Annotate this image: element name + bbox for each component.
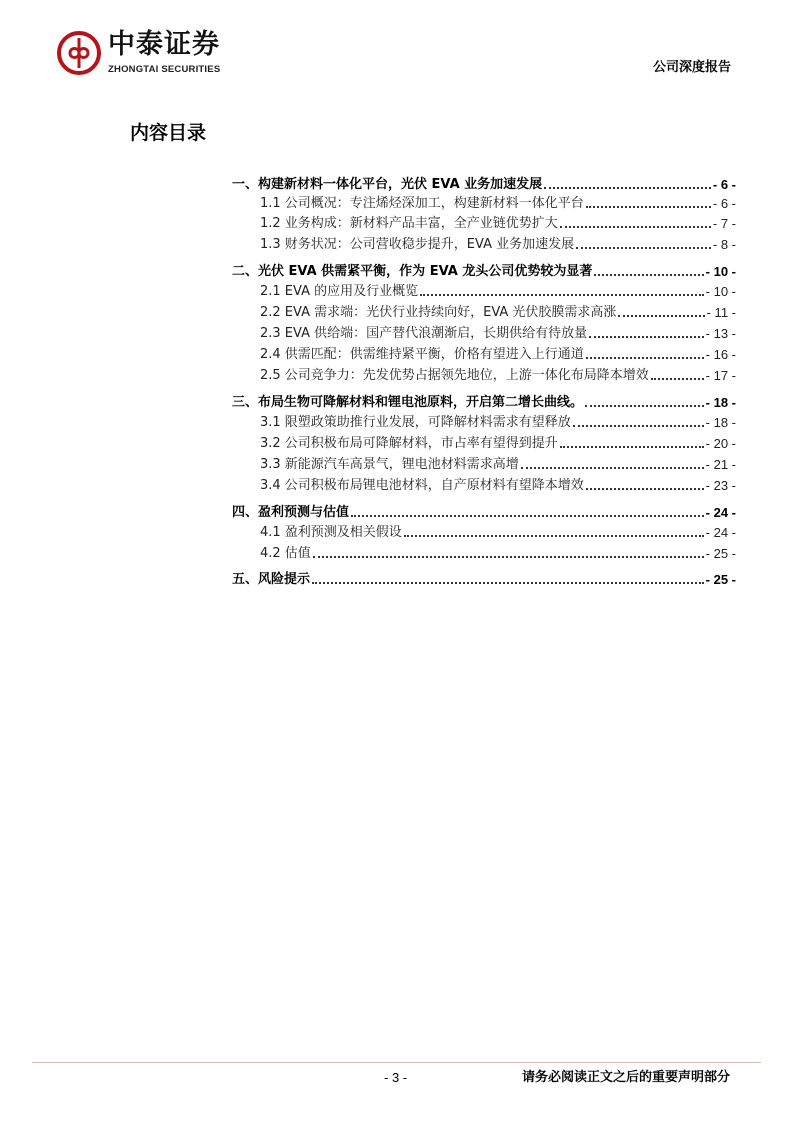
toc-entry-page: - 25 - [705, 546, 736, 561]
leader-dots [618, 315, 704, 317]
leader-dots [586, 357, 704, 359]
toc-entry[interactable] [232, 571, 736, 588]
leader-dots [560, 226, 711, 228]
toc-entry[interactable] [232, 394, 736, 411]
toc-entry[interactable] [232, 504, 736, 521]
toc-entry[interactable] [260, 435, 736, 452]
leader-dots [586, 206, 711, 208]
toc-entry-page: - 23 - [705, 478, 736, 493]
leader-dots [589, 336, 704, 338]
leader-dots [586, 488, 704, 490]
toc-entry-page: - 10 - [705, 264, 736, 279]
toc-entry-text: 3.1 限塑政策助推行业发展，可降解材料需求有望释放 [260, 415, 571, 430]
leader-dots [651, 378, 704, 380]
toc-entry[interactable] [260, 283, 736, 300]
toc-entry-page: - 21 - [705, 457, 736, 472]
toc-entry-page: - 17 - [705, 368, 736, 383]
toc-entry-page: - 11 - [706, 305, 736, 320]
toc-entry-page: - 24 - [705, 525, 736, 540]
footer-divider [32, 1062, 761, 1063]
toc-entry-page: - 13 - [705, 326, 736, 341]
toc-entry-page: - 6 - [712, 177, 736, 192]
toc-entry-text: 四、盈利预测与估值 [232, 505, 350, 520]
toc-entry[interactable] [232, 263, 736, 280]
toc-entry-text: 3.4 公司积极布局锂电池材料，自产原材料有望降本增效 [260, 478, 584, 493]
toc-entry-text: 1.1 公司概况：专注烯烃深加工，构建新材料一体化平台 [260, 196, 584, 211]
report-type: 公司深度报告 [652, 60, 731, 75]
leader-dots [544, 187, 711, 189]
page-number: - 3 - [384, 1070, 408, 1085]
disclaimer-note: 请务必阅读正文之后的重要声明部分 [521, 1070, 730, 1085]
logo-text-en: ZHONGTAI SECURITIES [108, 64, 221, 75]
toc-entry[interactable] [260, 545, 736, 562]
toc-entry-text: 2.1 EVA 的应用及行业概览 [260, 284, 419, 299]
toc-entry-page: - 18 - [705, 415, 736, 430]
toc-entry[interactable] [260, 456, 736, 473]
leader-dots [573, 425, 704, 427]
toc-entry-page: - 7 - [712, 216, 736, 231]
toc-entry-text: 三、布局生物可降解材料和锂电池原料，开启第二增长曲线。 [232, 395, 584, 410]
leader-dots [560, 446, 704, 448]
leader-dots [594, 274, 703, 276]
leader-dots [576, 247, 711, 249]
toc-entry[interactable] [260, 524, 736, 541]
toc-title: 内容目录 [130, 122, 207, 144]
leader-dots [312, 582, 704, 584]
toc-entry-text: 2.2 EVA 需求端：光伏行业持续向好，EVA 光伏胶膜需求高涨 [260, 305, 617, 320]
leader-dots [351, 515, 704, 517]
toc-entry-text: 4.2 估值 [260, 546, 311, 561]
toc-entry[interactable] [260, 304, 736, 321]
leader-dots [585, 405, 704, 407]
toc-entry-page: - 10 - [705, 284, 736, 299]
toc-entry[interactable] [260, 346, 736, 363]
toc-entry-text: 2.3 EVA 供给端：国产替代浪潮渐启，长期供给有待放量 [260, 326, 588, 341]
toc-entry-page: - 25 - [705, 572, 736, 587]
toc-entry-page: - 8 - [712, 237, 736, 252]
toc-entry-page: - 18 - [705, 395, 736, 410]
toc-entry-text: 3.3 新能源汽车高景气，锂电池材料需求高增 [260, 457, 519, 472]
toc-entry[interactable] [260, 325, 736, 342]
toc-entry[interactable] [260, 215, 736, 232]
toc-entry[interactable] [260, 195, 736, 212]
toc-entry-text: 2.4 供需匹配：供需维持紧平衡，价格有望进入上行通道 [260, 347, 584, 362]
leader-dots [420, 294, 704, 296]
toc-entry-text: 1.2 业务构成：新材料产品丰富，全产业链优势扩大 [260, 216, 558, 231]
leader-dots [404, 535, 704, 537]
toc-entry-page: - 6 - [712, 196, 736, 211]
toc-entry-text: 4.1 盈利预测及相关假设 [260, 525, 402, 540]
toc-entry-text: 1.3 财务状况：公司营收稳步提升，EVA 业务加速发展 [260, 237, 575, 252]
toc-entry[interactable] [260, 236, 736, 253]
toc-entry[interactable] [232, 176, 736, 193]
leader-dots [521, 467, 704, 469]
toc-entry[interactable] [260, 367, 736, 384]
leader-dots [313, 556, 704, 558]
toc-entry-text: 五、风险提示 [232, 572, 311, 587]
toc-entry-text: 3.2 公司积极布局可降解材料，市占率有望得到提升 [260, 436, 558, 451]
toc-entry-text: 二、光伏 EVA 供需紧平衡，作为 EVA 龙头公司优势较为显著 [232, 264, 593, 279]
toc-entry[interactable] [260, 414, 736, 431]
zhongtai-logo-icon [56, 30, 102, 76]
toc-entry-text: 一、构建新材料一体化平台，光伏 EVA 业务加速发展 [232, 177, 543, 192]
toc-entry-page: - 16 - [705, 347, 736, 362]
logo-text-cn: 中泰证券 [108, 29, 220, 60]
toc-entry[interactable] [260, 477, 736, 494]
toc-entry-text: 2.5 公司竞争力：先发优势占据领先地位，上游一体化布局降本增效 [260, 368, 649, 383]
toc-entry-page: - 24 - [705, 505, 736, 520]
toc-entry-page: - 20 - [705, 436, 736, 451]
